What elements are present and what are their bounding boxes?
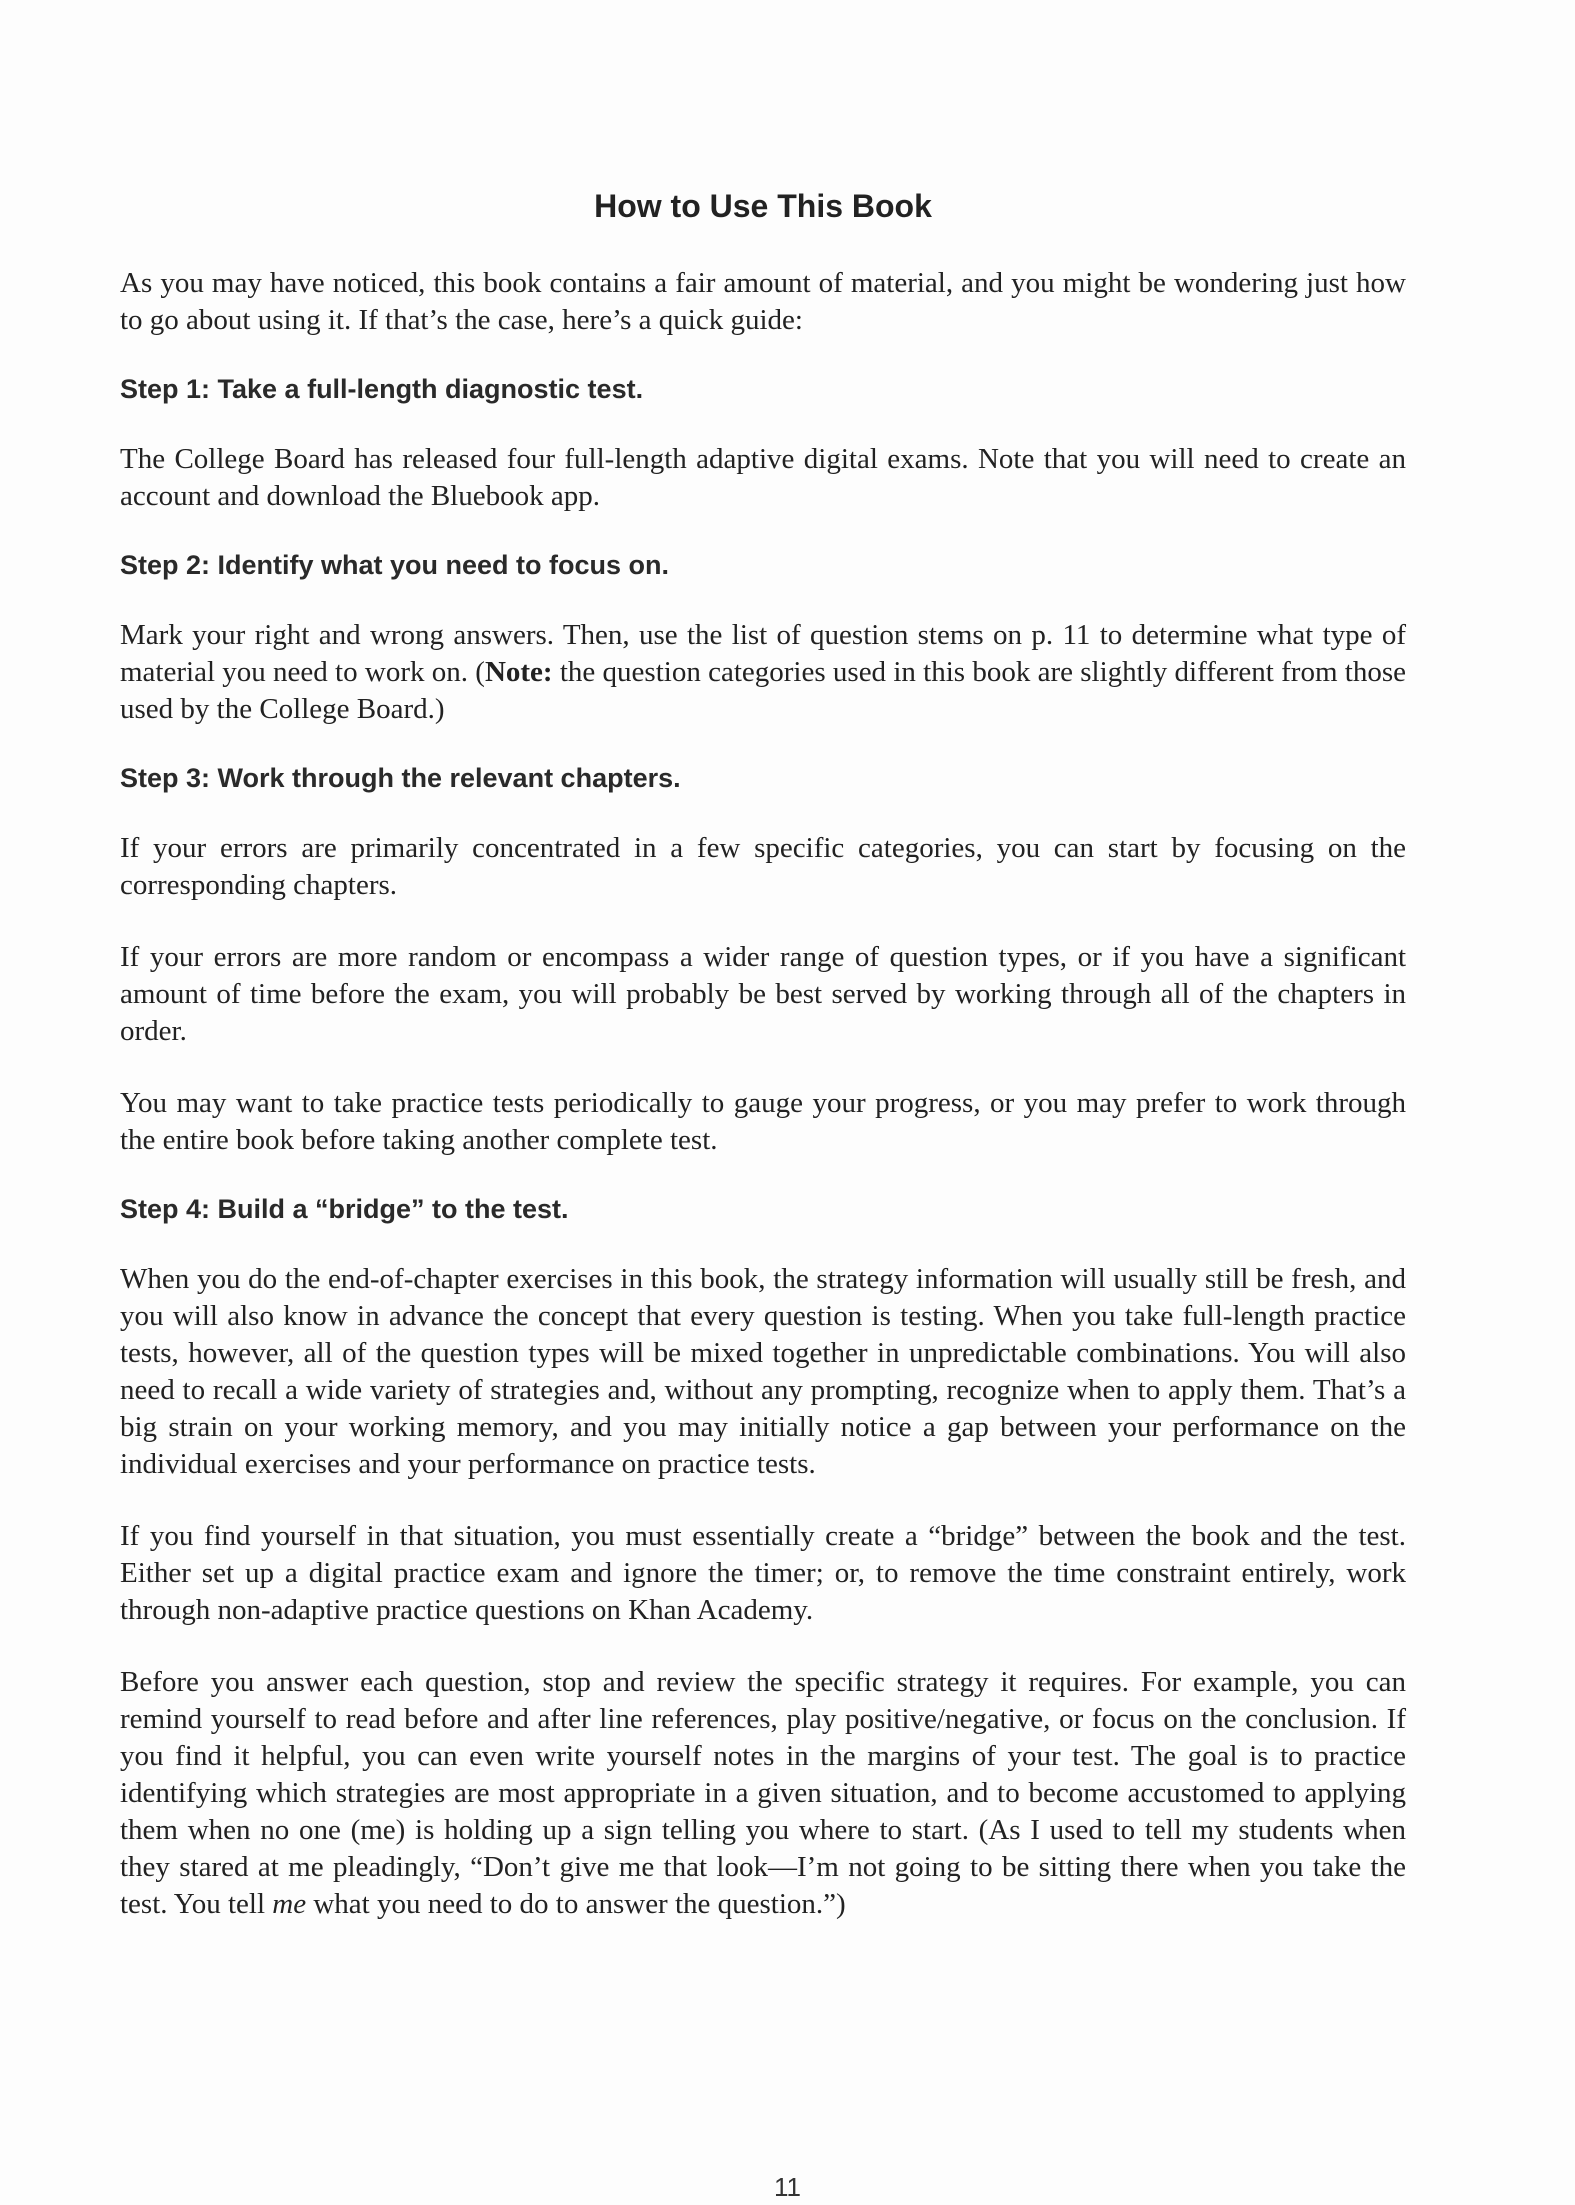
step-3-paragraph-3: You may want to take practice tests periodically to gauge your progress, or you may prefer to work through the entire book before taking another complete test. — [120, 1087, 1406, 1156]
step-3-paragraph-1: If your errors are primarily concentrated in a few specific categories, you can start by focusing on the corresponding chapters. — [120, 832, 1406, 901]
step-4-text-after: what you need to do to answer the question.”) — [306, 1888, 846, 1920]
step-1-paragraph: The College Board has released four full-length adaptive digital exams. Note that you will need to create an account and download the Bluebook app. — [120, 443, 1406, 512]
step-4-paragraph-2: If you find yourself in that situation, you must essentially create a “bridge” between the book and the test. Either set up a digital practice exam and ignore the timer; or, to remove the time constraint entirely, work through non-adaptive practice questions on Khan Academy. — [120, 1520, 1406, 1626]
step-2-paragraph — [120, 617, 1406, 728]
step-2-text-before: Mark your right and wrong answers. Then, use the list of question stems on p. 11 to determine what type of material you need to work on. ( — [120, 619, 1406, 688]
step-4-text-before: Before you answer each question, stop and review the specific strategy it requires. For example, you can remind yourself to read before and after line references, play positive/negative, or focus on the conclusion. If you find it helpful, you can even write yourself notes in the margins of your test. The goal is to practice identifying which strategies are most appropriate in a given situation, and to become accustomed to applying them when no one (me) is holding up a sign telling you where to start. (As I used to tell my students when they stared at me pleadingly, “Don’t give me that look—I’m not going to be sitting there when you take the test. You tell — [120, 1666, 1406, 1920]
step-4-paragraph-1: When you do the end-of-chapter exercises in this book, the strategy information will usually still be fresh, and you will also know in advance the concept that every question is testing. When you take full-length practice tests, however, all of the question types will be mixed together in unpredictable combinations. You will also need to recall a wide variety of strategies and, without any prompting, recognize when to apply them. That’s a big strain on your working memory, and you may initially notice a gap between your performance on the individual exercises and your performance on practice tests. — [120, 1263, 1406, 1480]
intro-paragraph: As you may have noticed, this book contains a fair amount of material, and you might be wondering just how to go about using it. If that’s the case, here’s a quick guide: — [120, 267, 1406, 336]
step-4-paragraph-3 — [120, 1664, 1406, 1923]
emphasis-me: me — [272, 1888, 307, 1920]
step-3-paragraph-2: If your errors are more random or encompass a wider range of question types, or if you have a significant amount of time before the exam, you will probably be best served by working through all of the chapters in order. — [120, 941, 1406, 1047]
step-4-heading: Step 4: Build a “bridge” to the test. — [120, 1194, 569, 1224]
note-label: Note: — [484, 656, 553, 688]
step-2-heading: Step 2: Identify what you need to focus on. — [120, 550, 670, 580]
step-3-heading: Step 3: Work through the relevant chapters. — [120, 763, 681, 793]
page-number: 11 — [774, 2172, 801, 2202]
page-content — [120, 188, 1406, 1958]
step-2-text-after: the question categories used in this book are slightly different from those used by the College Board.) — [120, 656, 1406, 725]
page-title: How to Use This Book — [594, 188, 932, 224]
step-1-heading: Step 1: Take a full-length diagnostic test. — [120, 374, 644, 404]
